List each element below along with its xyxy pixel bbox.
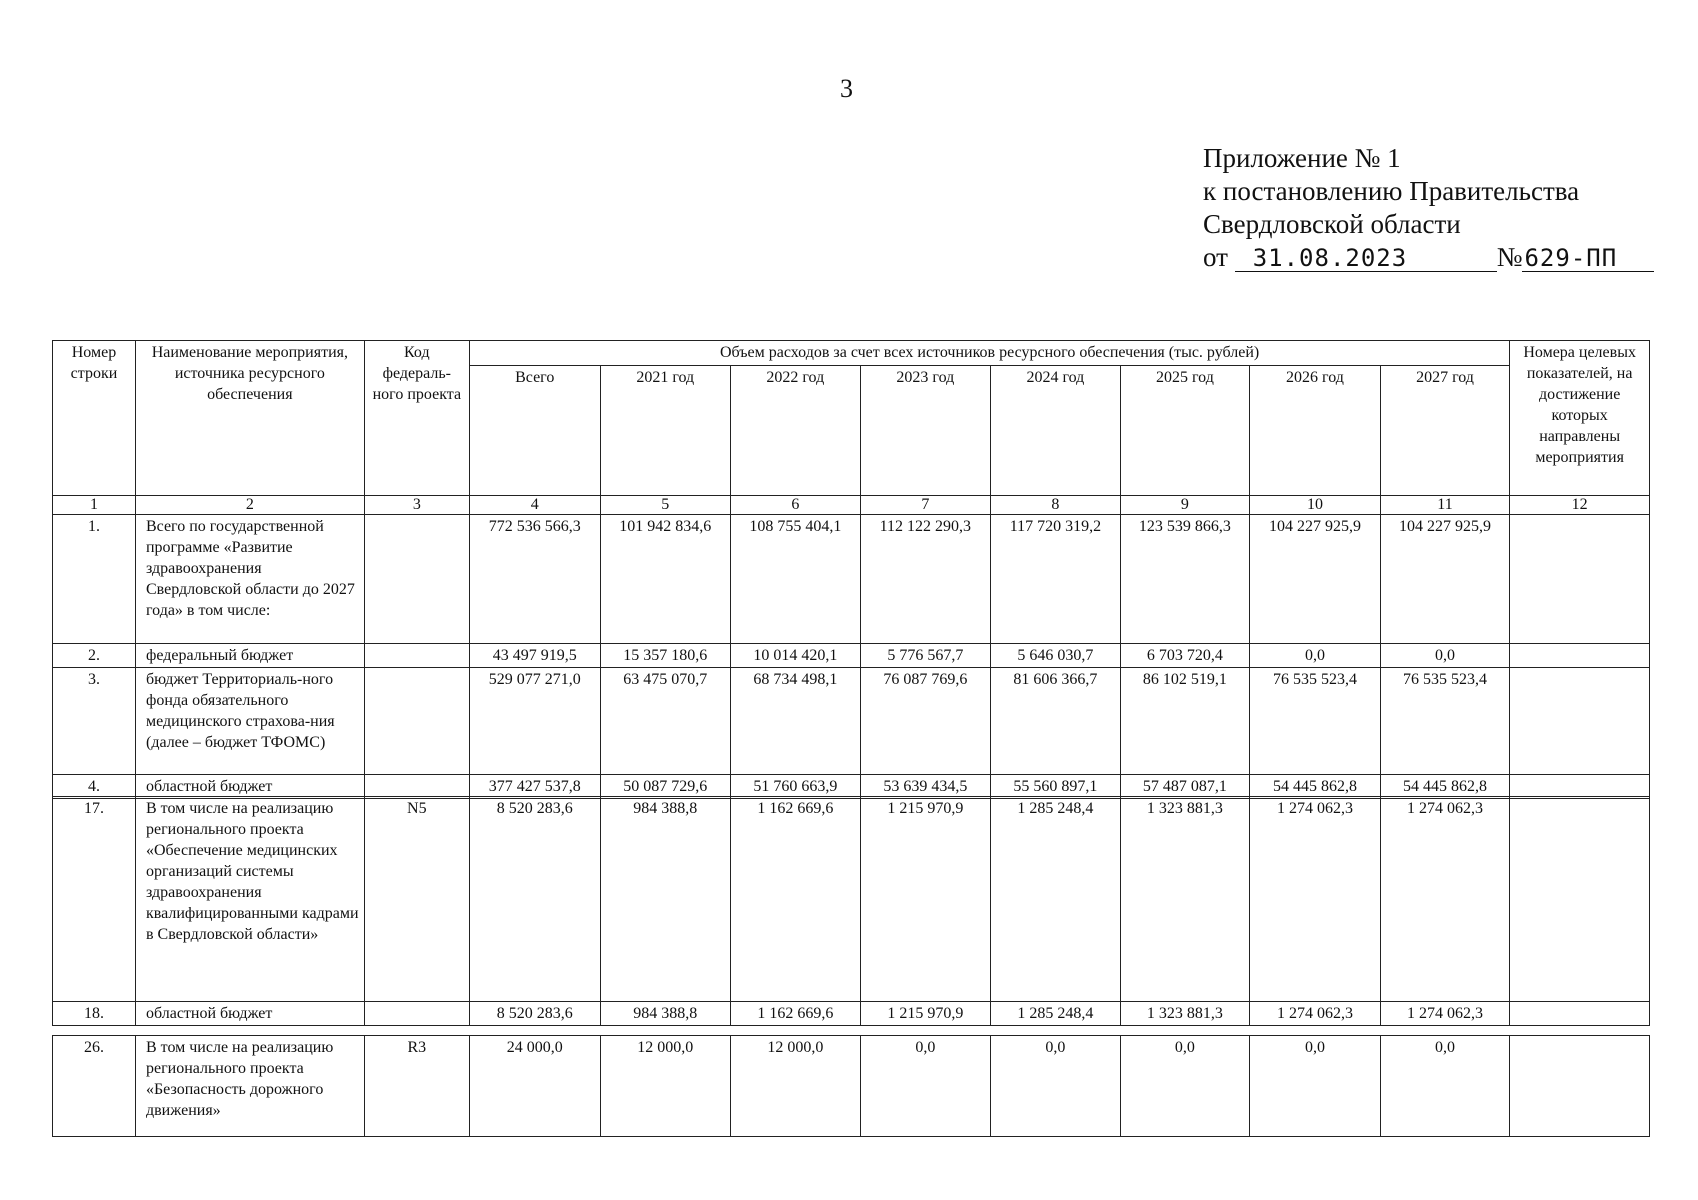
row-targets-cell bbox=[1510, 1036, 1650, 1137]
value-cell: 50 087 729,6 bbox=[600, 775, 731, 799]
value-cell: 101 942 834,6 bbox=[600, 515, 731, 644]
column-number-cell: 1 bbox=[53, 496, 136, 515]
header-row-no: Номер строки bbox=[53, 341, 136, 496]
value-cell: 1 215 970,9 bbox=[860, 797, 991, 1002]
row-number-cell: 1. bbox=[53, 515, 136, 644]
value-cell: 15 357 180,6 bbox=[600, 644, 731, 668]
row-number-cell: 26. bbox=[53, 1036, 136, 1137]
value-cell: 81 606 366,7 bbox=[991, 668, 1121, 775]
row-name-cell: В том числе на реализацию регионального проекта «Безопасность дорожного движения» bbox=[135, 1036, 364, 1137]
value-cell: 10 014 420,1 bbox=[731, 644, 861, 668]
row-code-cell bbox=[364, 515, 469, 644]
value-cell: 8 520 283,6 bbox=[469, 1002, 600, 1026]
row-targets-cell bbox=[1510, 644, 1650, 668]
value-cell: 51 760 663,9 bbox=[731, 775, 861, 799]
row-number-cell: 3. bbox=[53, 668, 136, 775]
number-label: № bbox=[1496, 242, 1523, 272]
value-cell: 1 162 669,6 bbox=[731, 797, 861, 1002]
column-number-cell: 2 bbox=[135, 496, 364, 515]
column-number-cell: 11 bbox=[1380, 496, 1510, 515]
row-name-cell: федеральный бюджет bbox=[135, 644, 364, 668]
value-cell: 54 445 862,8 bbox=[1250, 775, 1381, 799]
appendix-title: Приложение № 1 bbox=[1203, 143, 1401, 173]
value-cell: 0,0 bbox=[860, 1036, 991, 1137]
row-targets-cell bbox=[1510, 797, 1650, 1002]
row-code-cell: R3 bbox=[364, 1036, 469, 1137]
decree-date: 31.08.2023 bbox=[1235, 245, 1497, 272]
table-body-part3 bbox=[53, 1036, 1650, 1137]
column-number-row bbox=[53, 496, 1650, 515]
value-cell: 104 227 925,9 bbox=[1380, 515, 1510, 644]
row-name-cell: областной бюджет bbox=[135, 775, 364, 799]
value-cell: 5 646 030,7 bbox=[991, 644, 1121, 668]
table-row bbox=[53, 1002, 1650, 1026]
header-expenses: Объем расходов за счет всех источников ресурсного обеспечения (тыс. рублей) bbox=[469, 341, 1509, 366]
value-cell: 0,0 bbox=[1380, 1036, 1510, 1137]
table-row bbox=[53, 775, 1650, 799]
row-code-cell bbox=[364, 1002, 469, 1026]
header-2022: 2022 год bbox=[731, 366, 861, 496]
value-cell: 12 000,0 bbox=[600, 1036, 731, 1137]
expenses-table-part3 bbox=[52, 1035, 1650, 1137]
value-cell: 76 087 769,6 bbox=[860, 668, 991, 775]
column-number-cell: 5 bbox=[600, 496, 731, 515]
value-cell: 112 122 290,3 bbox=[860, 515, 991, 644]
value-cell: 43 497 919,5 bbox=[469, 644, 600, 668]
row-code-cell: N5 bbox=[364, 797, 469, 1002]
row-targets-cell bbox=[1510, 515, 1650, 644]
value-cell: 772 536 566,3 bbox=[469, 515, 600, 644]
column-number-cell: 12 bbox=[1510, 496, 1650, 515]
row-targets-cell bbox=[1510, 1002, 1650, 1026]
value-cell: 55 560 897,1 bbox=[991, 775, 1121, 799]
header-2026: 2026 год bbox=[1250, 366, 1381, 496]
row-number-cell: 4. bbox=[53, 775, 136, 799]
value-cell: 1 323 881,3 bbox=[1120, 797, 1250, 1002]
column-number-cell: 4 bbox=[469, 496, 600, 515]
value-cell: 1 323 881,3 bbox=[1120, 1002, 1250, 1026]
from-label: от bbox=[1203, 242, 1228, 272]
table-header-row bbox=[53, 341, 1650, 366]
column-numbers bbox=[53, 496, 1650, 515]
value-cell: 104 227 925,9 bbox=[1250, 515, 1381, 644]
expenses-table bbox=[52, 340, 1650, 799]
page-number: 3 bbox=[840, 74, 853, 103]
row-code-cell bbox=[364, 775, 469, 799]
value-cell: 76 535 523,4 bbox=[1380, 668, 1510, 775]
header-2021: 2021 год bbox=[600, 366, 731, 496]
value-cell: 984 388,8 bbox=[600, 797, 731, 1002]
value-cell: 53 639 434,5 bbox=[860, 775, 991, 799]
value-cell: 1 274 062,3 bbox=[1380, 797, 1510, 1002]
value-cell: 1 162 669,6 bbox=[731, 1002, 861, 1026]
table-row bbox=[53, 797, 1650, 1002]
table-row bbox=[53, 515, 1650, 644]
header-2027: 2027 год bbox=[1380, 366, 1510, 496]
value-cell: 24 000,0 bbox=[469, 1036, 600, 1137]
value-cell: 5 776 567,7 bbox=[860, 644, 991, 668]
column-number-cell: 7 bbox=[860, 496, 991, 515]
header-2023: 2023 год bbox=[860, 366, 991, 496]
value-cell: 54 445 862,8 bbox=[1380, 775, 1510, 799]
column-number-cell: 9 bbox=[1120, 496, 1250, 515]
column-number-cell: 8 bbox=[991, 496, 1121, 515]
appendix-block bbox=[1203, 142, 1654, 274]
header-total: Всего bbox=[469, 366, 600, 496]
value-cell: 68 734 498,1 bbox=[731, 668, 861, 775]
header-code: Код федераль-ного проекта bbox=[364, 341, 469, 496]
row-name-cell: областной бюджет bbox=[135, 1002, 364, 1026]
table-row bbox=[53, 644, 1650, 668]
header-2025: 2025 год bbox=[1120, 366, 1250, 496]
value-cell: 1 285 248,4 bbox=[991, 1002, 1121, 1026]
value-cell: 0,0 bbox=[1380, 644, 1510, 668]
row-targets-cell bbox=[1510, 668, 1650, 775]
row-name-cell: В том числе на реализацию регионального проекта «Обеспечение медицинских организаций системы здравоохранения квалифицированными кадрами в Свердловской области» bbox=[135, 797, 364, 1002]
header-2024: 2024 год bbox=[991, 366, 1121, 496]
column-number-cell: 3 bbox=[364, 496, 469, 515]
value-cell: 0,0 bbox=[1250, 644, 1381, 668]
value-cell: 377 427 537,8 bbox=[469, 775, 600, 799]
value-cell: 123 539 866,3 bbox=[1120, 515, 1250, 644]
appendix-region: Свердловской области bbox=[1203, 209, 1461, 239]
row-number-cell: 17. bbox=[53, 797, 136, 1002]
row-number-cell: 2. bbox=[53, 644, 136, 668]
table-row bbox=[53, 668, 1650, 775]
expenses-table-part2 bbox=[52, 796, 1650, 1026]
value-cell: 86 102 519,1 bbox=[1120, 668, 1250, 775]
table-body-part1 bbox=[53, 515, 1650, 799]
decree-number: 629-ПП bbox=[1522, 245, 1654, 272]
column-number-cell: 10 bbox=[1250, 496, 1381, 515]
value-cell: 1 274 062,3 bbox=[1250, 797, 1381, 1002]
value-cell: 0,0 bbox=[1250, 1036, 1381, 1137]
value-cell: 0,0 bbox=[1120, 1036, 1250, 1137]
value-cell: 57 487 087,1 bbox=[1120, 775, 1250, 799]
appendix-decree: к постановлению Правительства bbox=[1203, 176, 1580, 206]
value-cell: 117 720 319,2 bbox=[991, 515, 1121, 644]
header-targets: Номера целевых показателей, на достижение которых направлены мероприятия bbox=[1510, 341, 1650, 496]
value-cell: 984 388,8 bbox=[600, 1002, 731, 1026]
value-cell: 1 274 062,3 bbox=[1250, 1002, 1381, 1026]
value-cell: 12 000,0 bbox=[731, 1036, 861, 1137]
row-targets-cell bbox=[1510, 775, 1650, 799]
row-number-cell: 18. bbox=[53, 1002, 136, 1026]
row-code-cell bbox=[364, 668, 469, 775]
row-name-cell: бюджет Территориаль-ного фонда обязательного медицинского страхова-ния (далее – бюджет ТФОМС) bbox=[135, 668, 364, 775]
value-cell: 6 703 720,4 bbox=[1120, 644, 1250, 668]
appendix-date-line bbox=[1203, 241, 1654, 274]
row-name-cell: Всего по государственной программе «Развитие здравоохранения Свердловской области до 2027 года» в том числе: bbox=[135, 515, 364, 644]
value-cell: 0,0 bbox=[991, 1036, 1121, 1137]
value-cell: 8 520 283,6 bbox=[469, 797, 600, 1002]
value-cell: 63 475 070,7 bbox=[600, 668, 731, 775]
value-cell: 108 755 404,1 bbox=[731, 515, 861, 644]
column-number-cell: 6 bbox=[731, 496, 861, 515]
table-body-part2 bbox=[53, 797, 1650, 1026]
header-name: Наименование мероприятия, источника ресурсного обеспечения bbox=[135, 341, 364, 496]
row-code-cell bbox=[364, 644, 469, 668]
value-cell: 1 274 062,3 bbox=[1380, 1002, 1510, 1026]
value-cell: 529 077 271,0 bbox=[469, 668, 600, 775]
value-cell: 1 285 248,4 bbox=[991, 797, 1121, 1002]
table-row bbox=[53, 1036, 1650, 1137]
value-cell: 76 535 523,4 bbox=[1250, 668, 1381, 775]
value-cell: 1 215 970,9 bbox=[860, 1002, 991, 1026]
